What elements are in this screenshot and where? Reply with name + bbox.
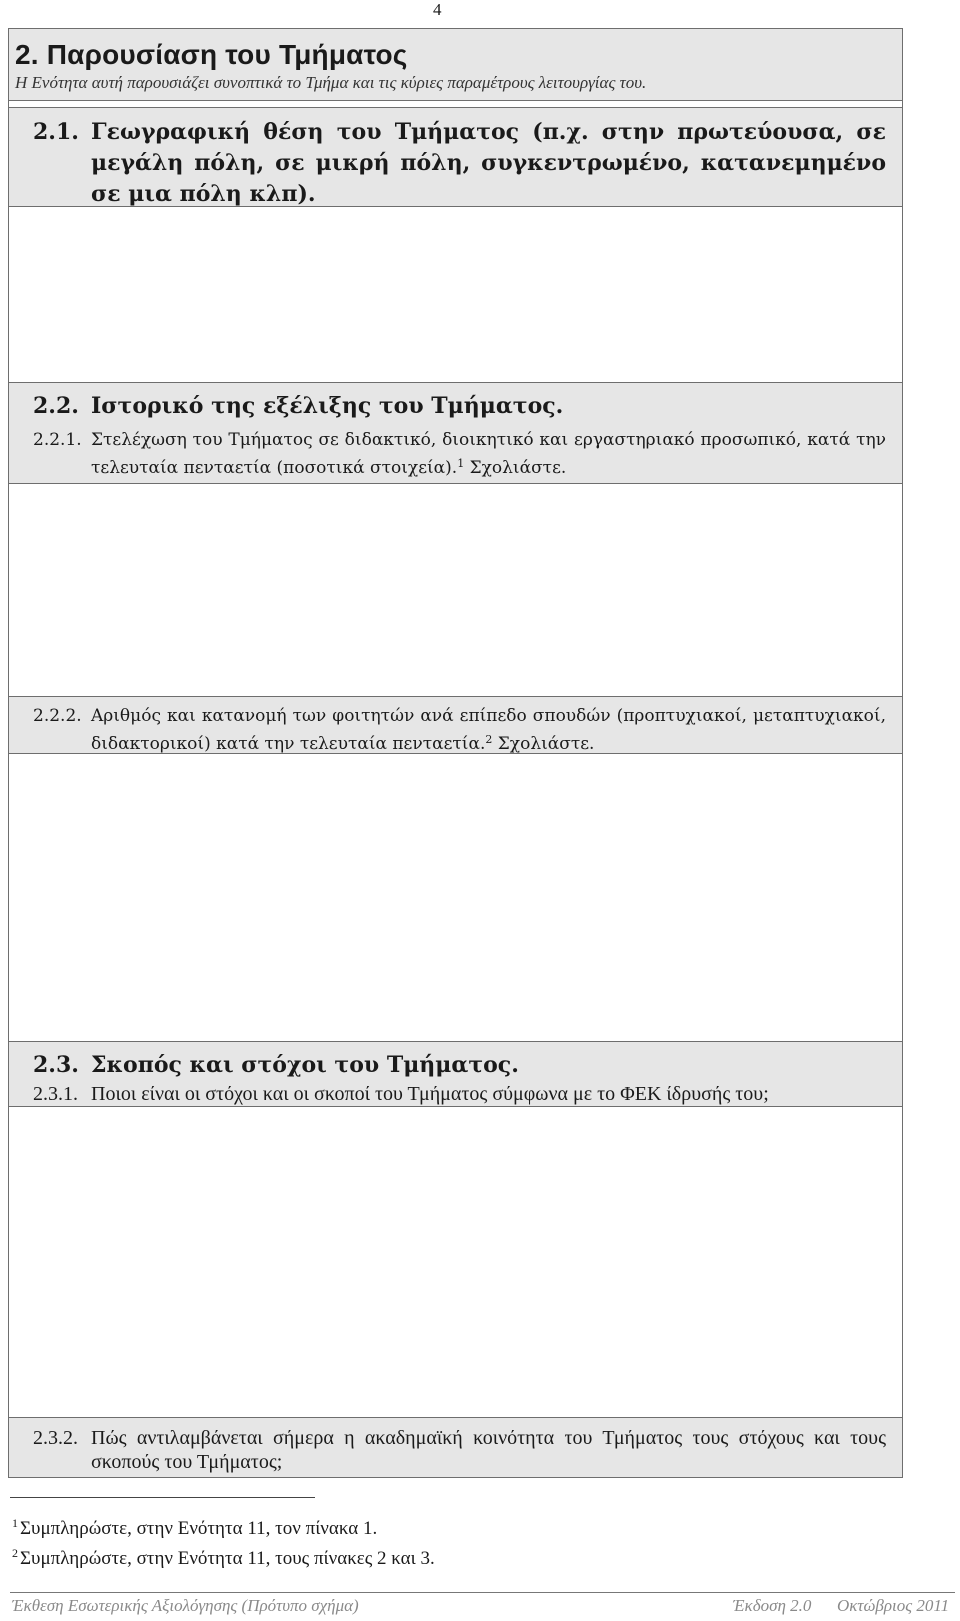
chapter-title: 2. Παρουσίαση του Τμήματος [15, 39, 408, 70]
footnote-2: $^2$ Συμπληρώστε, στην Ενότητα 11, τους πίνακες 2 και 3. [12, 1546, 435, 1569]
section-2-2-header [8, 382, 903, 484]
section-2-2-2-header [8, 696, 903, 754]
answer-area-2-3-1[interactable] [10, 1109, 901, 1415]
footer-separator [10, 1592, 955, 1593]
footnote-1: $^1$ Συμπληρώστε, στην Ενότητα 11, τον πίνακα 1. [12, 1516, 378, 1539]
subsection-number: 2.3.1. [33, 1083, 78, 1105]
section-title: Σκοπός και στόχοι του Τμήματος. [91, 1052, 519, 1078]
section-title: Γεωγραφική θέση του Τμήματος (π.χ. στην πρωτεύουσα, σε μεγάλη πόλη, σε μικρή πόλη, συγκεντρωμένο, κατανεμημένο σε μια πόλη κλπ). [91, 119, 886, 207]
section-2-3-header [8, 1041, 903, 1107]
subsection-number: 2.3.2. [33, 1427, 78, 1449]
page-number: 4 [433, 0, 442, 19]
section-title: Ιστορικό της εξέλιξης του Τμήματος. [91, 393, 564, 419]
footer-date: Οκτώβριος 2011 [837, 1596, 950, 1615]
section-2-1-header [8, 107, 903, 207]
section-number: 2.3. [33, 1052, 79, 1078]
footnote-ref[interactable]: 1 [457, 457, 465, 470]
section-number: 2.1. [33, 119, 79, 145]
answer-area-2-2-2[interactable] [10, 756, 901, 1039]
subsection-number: 2.2.2. [33, 706, 82, 726]
subsection-text: Πώς αντιλαμβάνεται σήμερα η ακαδημαϊκή κοινότητα του Τμήματος τους στόχους και τους σκοπούς του Τμήματος; [91, 1427, 886, 1473]
answer-area-2-1[interactable] [10, 209, 901, 380]
answer-area-2-2-1[interactable] [10, 486, 901, 694]
footer-document-title: Έκθεση Εσωτερικής Αξιολόγησης (Πρότυπο σχήμα) [12, 1596, 359, 1615]
footnote-separator [10, 1497, 315, 1498]
subsection-text: Στελέχωση του Τμήματος σε διδακτικό, διοικητικό και εργαστηριακό προσωπικό, κατά την τελευταία πενταετία (ποσοτικά στοιχεία).$^1$ Σχολιάστε. [91, 430, 886, 478]
footer-version: Έκδοση 2.0 [733, 1596, 812, 1615]
footnote-ref[interactable]: 2 [485, 733, 493, 746]
subsection-number: 2.2.1. [33, 430, 82, 450]
chapter-header [8, 28, 903, 101]
subsection-text: Ποιοι είναι οι στόχοι και οι σκοποί του Τμήματος σύμφωνα με το ΦΕΚ ίδρυσής του; [91, 1083, 769, 1105]
subsection-text: Αριθμός και κατανομή των φοιτητών ανά επίπεδο σπουδών (προπτυχιακοί, μεταπτυχιακοί, διδακτορικοί) κατά την τελευταία πενταετία.$^2$ Σχολιάστε. [91, 706, 886, 754]
section-2-3-2-header [8, 1417, 903, 1478]
section-number: 2.2. [33, 393, 79, 419]
chapter-subtitle: Η Ενότητα αυτή παρουσιάζει συνοπτικά το Τμήμα και τις κύριες παραμέτρους λειτουργίας του. [15, 73, 647, 92]
